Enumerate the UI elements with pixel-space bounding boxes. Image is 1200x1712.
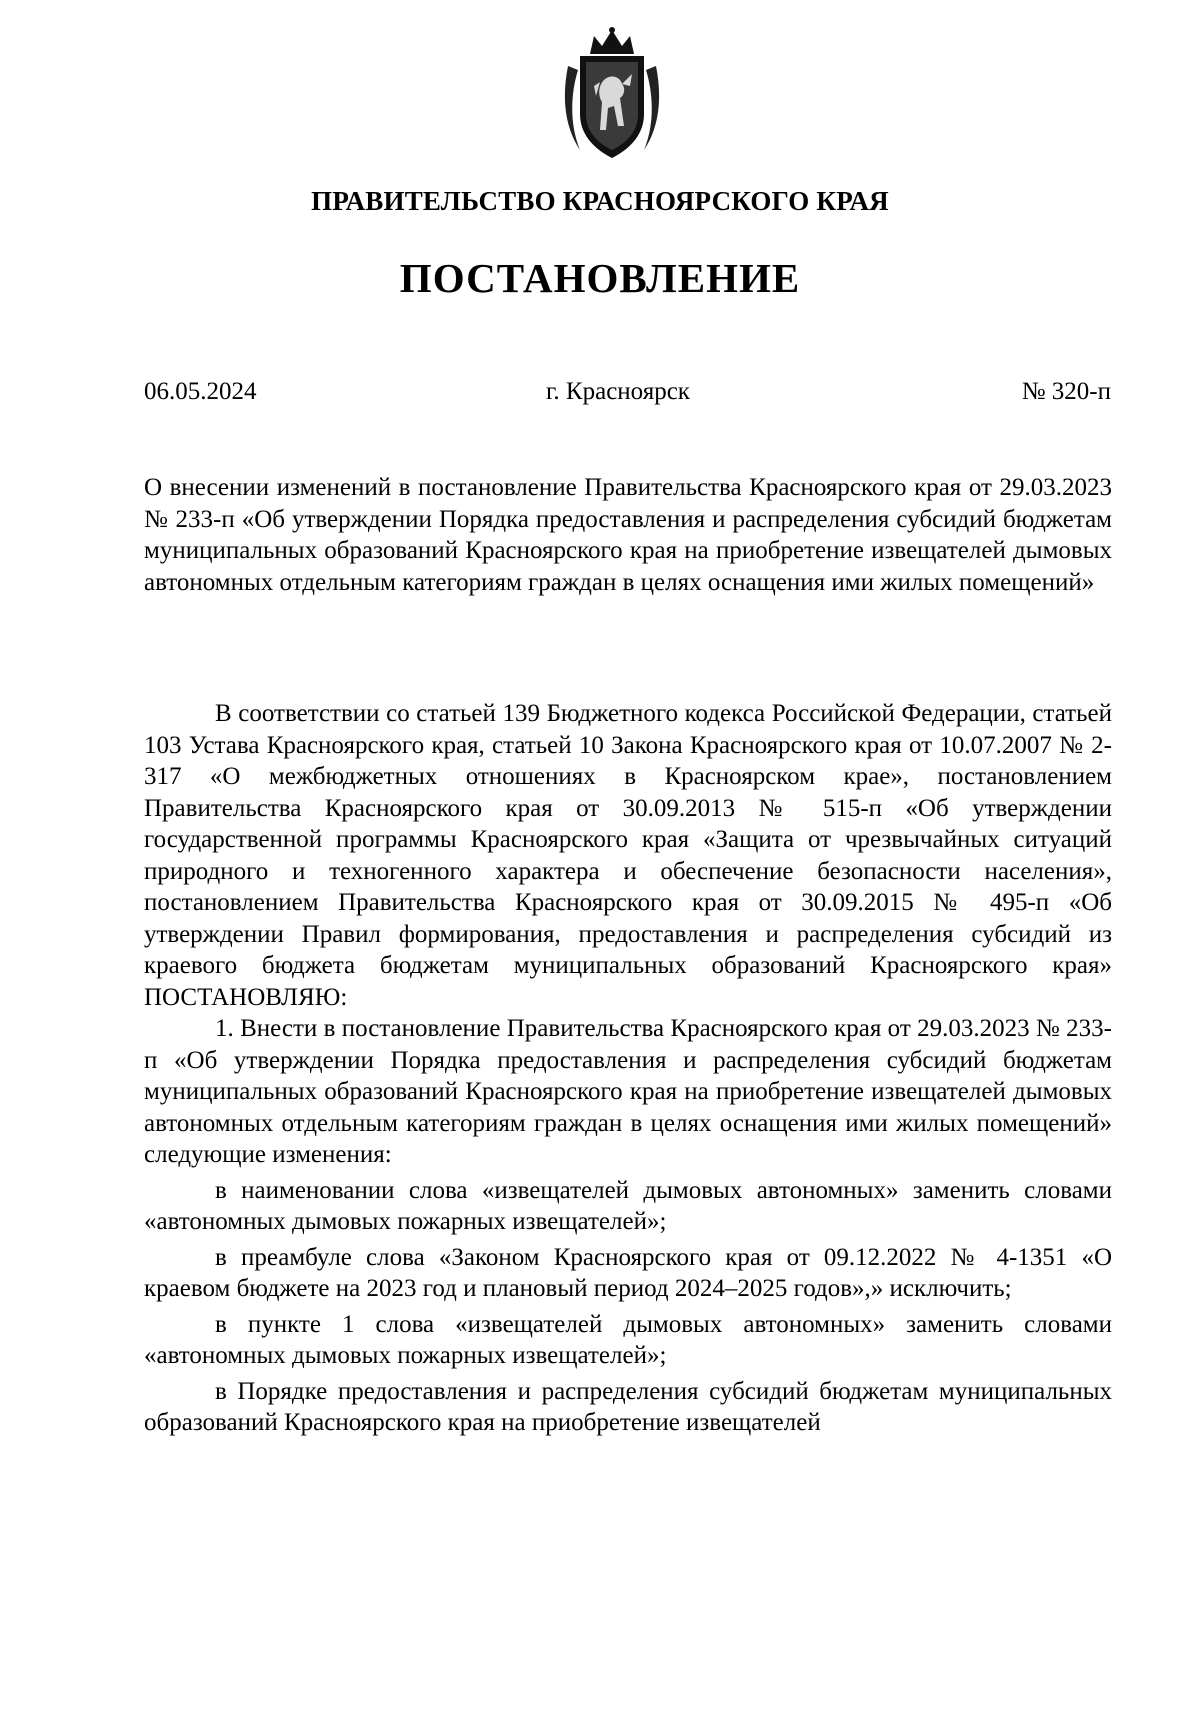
change-preamble-paragraph: в преамбуле слова «Законом Красноярского края от 09.12.2022 № 4-1351 «О краевом бюджете на 2023 год и плановый период 2024–2025 годов»,» исключить;: [144, 1243, 1112, 1302]
change-order-paragraph: в Порядке предоставления и распределения субсидий бюджетам муниципальных образований Красноярского края на приобретение извещателей: [144, 1377, 1112, 1436]
document-body: [144, 698, 1112, 1439]
document-number: № 320-п: [1021, 378, 1111, 405]
document-type-title: ПОСТАНОВЛЕНИЕ: [399, 255, 801, 301]
item-1-paragraph: 1. Внести в постановление Правительства Красноярского края от 29.03.2023 № 233-п «Об утверждении Порядка предоставления и распределения субсидий бюджетам муниципальных образований Красноярского края на приобретение извещателей дымовых автономных отдельным категориям граждан в целях оснащения ими жилых помещений» следующие изменения:: [144, 1015, 1112, 1168]
organization-title: ПРАВИТЕЛЬСТВО КРАСНОЯРСКОГО КРАЯ: [311, 186, 889, 216]
document-city: г. Красноярск: [546, 378, 690, 405]
document-date: 06.05.2024: [144, 378, 257, 405]
preamble-paragraph: В соответствии со статьей 139 Бюджетного кодекса Российской Федерации, статьей 103 Устава Красноярского края, статьей 10 Закона Красноярского края от 10.07.2007 № 2-317 «О межбюджетных отношениях в Красноярском крае», постановлением Правительства Красноярского края от 30.09.2013 № 515-п «Об утверждении государственной программы Красноярского края «Защита от чрезвычайных ситуаций природного и техногенного характера и обеспечение безопасности населения», постановлением Правительства Красноярского края от 30.09.2015 № 495-п «Об утверждении Правил формирования, предоставления и распределения субсидий из краевого бюджета бюджетам муниципальных образований Красноярского края» ПОСТАНОВЛЯЮ:: [144, 700, 1112, 1011]
document-subject: О внесении изменений в постановление Правительства Красноярского края от 29.03.2023 № 233-п «Об утверждении Порядка предоставления и распределения субсидий бюджетам муниципальных образований Красноярского края на приобретение извещателей дымовых автономных отдельным категориям граждан в целях оснащения ими жилых помещений»: [144, 474, 1112, 596]
change-point1-paragraph: в пункте 1 слова «извещателей дымовых автономных» заменить словами «автономных дымовых пожарных извещателей»;: [144, 1310, 1112, 1369]
change-name-paragraph: в наименовании слова «извещателей дымовых автономных» заменить словами «автономных дымовых пожарных извещателей»;: [144, 1176, 1112, 1235]
krasnoyarsk-coat-of-arms-icon: [560, 26, 664, 162]
